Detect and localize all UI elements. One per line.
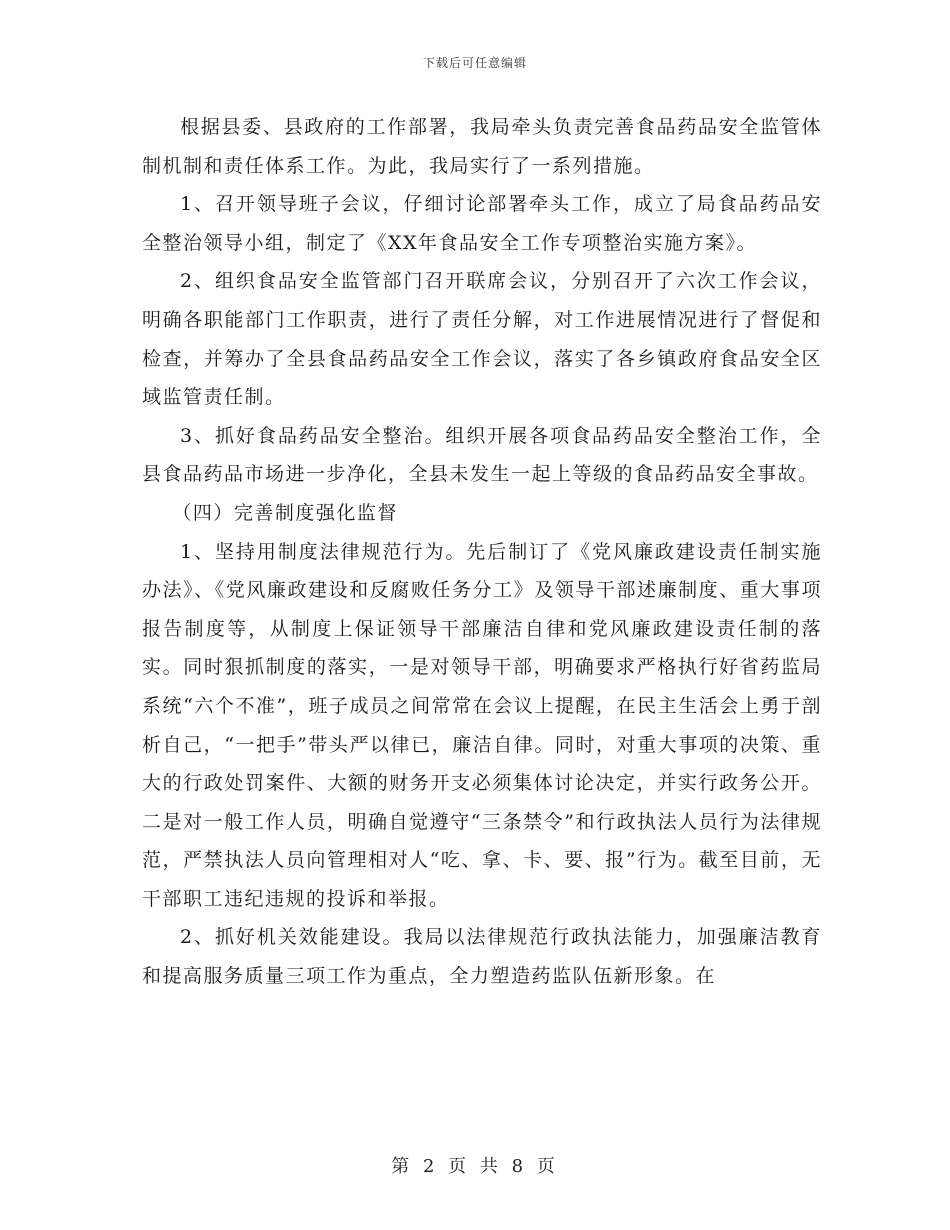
document-body bbox=[142, 108, 822, 996]
page-number: 第 2 页 共 8 页 bbox=[391, 1156, 559, 1177]
section-heading: （四）完善制度强化监督 bbox=[172, 501, 398, 524]
paragraph-item-2: 2、组织食品安全监管部门召开联席会议，分别召开了六次工作会议，明确各职能部门工作职责，进行了责任分解，对工作进展情况进行了督促和检查，并筹办了全县食品药品安全工作会议，落实了各乡镇政府食品安全区域监管责任制。 bbox=[142, 270, 822, 409]
paragraph-item-3: 3、抓好食品药品安全整治。组织开展各项食品药品安全整治工作，全县食品药品市场进一步净化，全县未发生一起上等级的食品药品安全事故。 bbox=[142, 424, 822, 486]
page-header-note: 下载后可任意编辑 bbox=[422, 56, 527, 70]
paragraph-section-item-2: 2、抓好机关效能建设。我局以法律规范行政执法能力，加强廉洁教育和提高服务质量三项工作为重点，全力塑造药监队伍新形象。在 bbox=[142, 926, 822, 988]
paragraph-section-item-1: 1、坚持用制度法律规范行为。先后制订了《党风廉政建设责任制实施办法》、《党风廉政建设和反腐败任务分工》及领导干部述廉制度、重大事项报告制度等，从制度上保证领导干部廉洁自律和党风廉政建设责任制的落实。同时狠抓制度的落实，一是对领导干部，明确要求严格执行好省药监局系统“六个不准”，班子成员之间常常在会议上提醒，在民主生活会上勇于剖析自己，“一把手”带头严以律已，廉洁自律。同时，对重大事项的决策、重大的行政处罚案件、大额的财务开支必须集体讨论决定，并实行政务公开。二是对一般工作人员，明确自觉遵守“三条禁令”和行政执法人员行为法律规范，严禁执法人员向管理相对人“吃、拿、卡、要、报”行为。截至目前，无干部职工违纪违规的投诉和举报。 bbox=[142, 540, 822, 910]
paragraph-item-1: 1、召开领导班子会议，仔细讨论部署牵头工作，成立了局食品药品安全整治领导小组，制定了《XX年食品安全工作专项整治实施方案》。 bbox=[142, 193, 822, 254]
paragraph-intro: 根据县委、县政府的工作部署，我局牵头负责完善食品药品安全监管体制机制和责任体系工作。为此，我局实行了一系列措施。 bbox=[142, 116, 822, 177]
